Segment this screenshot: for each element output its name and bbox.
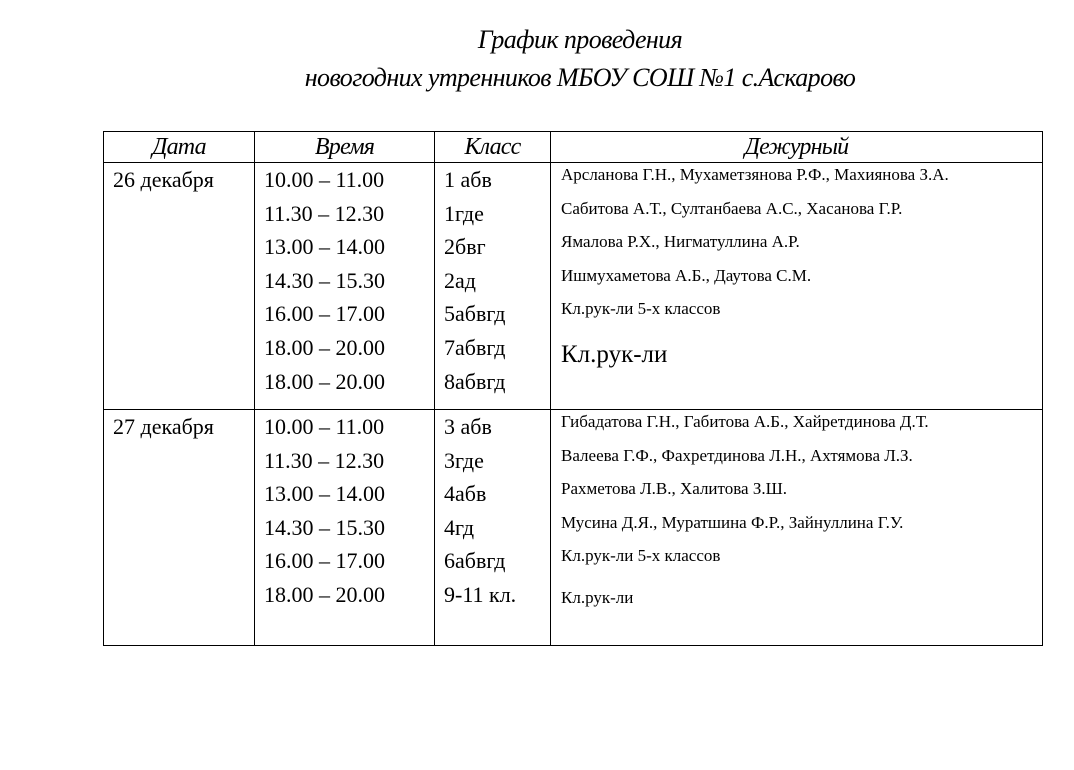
date-cell: 26 декабря	[104, 163, 255, 410]
class-entry: 1где	[444, 200, 484, 226]
class-entry: 9-11 кл.	[444, 581, 517, 607]
time-slot: 10.00 – 11.00	[264, 414, 385, 439]
table-row	[104, 410, 1043, 646]
time-slot: 11.30 – 12.30	[264, 447, 385, 473]
time-slot: 14.30 – 15.30	[264, 514, 385, 540]
time-cell	[255, 410, 435, 646]
class-entry: 6абвгд	[444, 548, 506, 574]
duty-entry: Мусина Д.Я., Муратшина Ф.Р., Зайнуллина Г.У.	[561, 512, 904, 532]
time-slot: 11.30 – 12.30	[264, 200, 385, 226]
duty-cell	[551, 410, 1043, 646]
class-entry: 5абвгд	[444, 301, 506, 327]
time-slot: 13.00 – 14.00	[264, 481, 385, 507]
date-cell: 27 декабря	[104, 410, 255, 646]
duty-entry: Валеева Г.Ф., Фахретдинова Л.Н., Ахтямова Л.З.	[561, 445, 913, 465]
duty-entry: Ямалова Р.Х., Нигматуллина А.Р.	[561, 232, 800, 252]
class-entry: 1 абв	[444, 167, 492, 192]
class-entry: 3где	[444, 447, 484, 473]
class-entry: 2бвг	[444, 234, 486, 260]
time-slot: 16.00 – 17.00	[264, 301, 385, 327]
header-date: Дата	[104, 132, 255, 163]
time-slot: 13.00 – 14.00	[264, 234, 385, 260]
duty-entry: Кл.рук-ли 5-х классов	[561, 546, 721, 566]
time-slot: 18.00 – 20.00	[264, 334, 385, 360]
class-cell	[435, 163, 551, 410]
time-cell	[255, 163, 435, 410]
class-entry: 8абвгд	[444, 368, 506, 394]
schedule-table	[103, 131, 1043, 646]
duty-entry: Кл.рук-ли	[561, 587, 634, 607]
duty-entry: Кл.рук-ли 5-х классов	[561, 299, 721, 319]
duty-entry: Арсланова Г.Н., Мухаметзянова Р.Ф., Махиянова З.А.	[561, 165, 949, 184]
time-slot: 18.00 – 20.00	[264, 368, 385, 394]
class-entry: 3 абв	[444, 414, 492, 439]
header-class: Класс	[435, 132, 551, 163]
duty-entry: Ишмухаметова А.Б., Даутова С.М.	[561, 265, 812, 285]
table-row	[104, 163, 1043, 410]
class-cell	[435, 410, 551, 646]
header-time: Время	[255, 132, 435, 163]
header-duty: Дежурный	[551, 132, 1043, 163]
duty-entry: Рахметова Л.В., Халитова З.Ш.	[561, 479, 787, 499]
class-entry: 2ад	[444, 267, 476, 293]
class-entry: 4гд	[444, 514, 475, 540]
class-entry: 7абвгд	[444, 334, 506, 360]
class-entry: 4абв	[444, 481, 487, 507]
duty-entry: Сабитова А.Т., Султанбаева А.С., Хасанова Г.Р.	[561, 198, 903, 218]
time-slot: 14.30 – 15.30	[264, 267, 385, 293]
document-title: График проведения	[477, 25, 683, 54]
document-subtitle: новогодних утренников МБОУ СОШ №1 с.Аскарово	[304, 63, 856, 92]
time-slot: 18.00 – 20.00	[264, 581, 385, 607]
duty-entry: Гибадатова Г.Н., Габитова А.Б., Хайретдинова Д.Т.	[561, 412, 929, 431]
time-slot: 16.00 – 17.00	[264, 548, 385, 574]
duty-cell	[551, 163, 1043, 410]
time-slot: 10.00 – 11.00	[264, 167, 385, 192]
duty-entry: Кл.рук-ли	[561, 340, 668, 368]
